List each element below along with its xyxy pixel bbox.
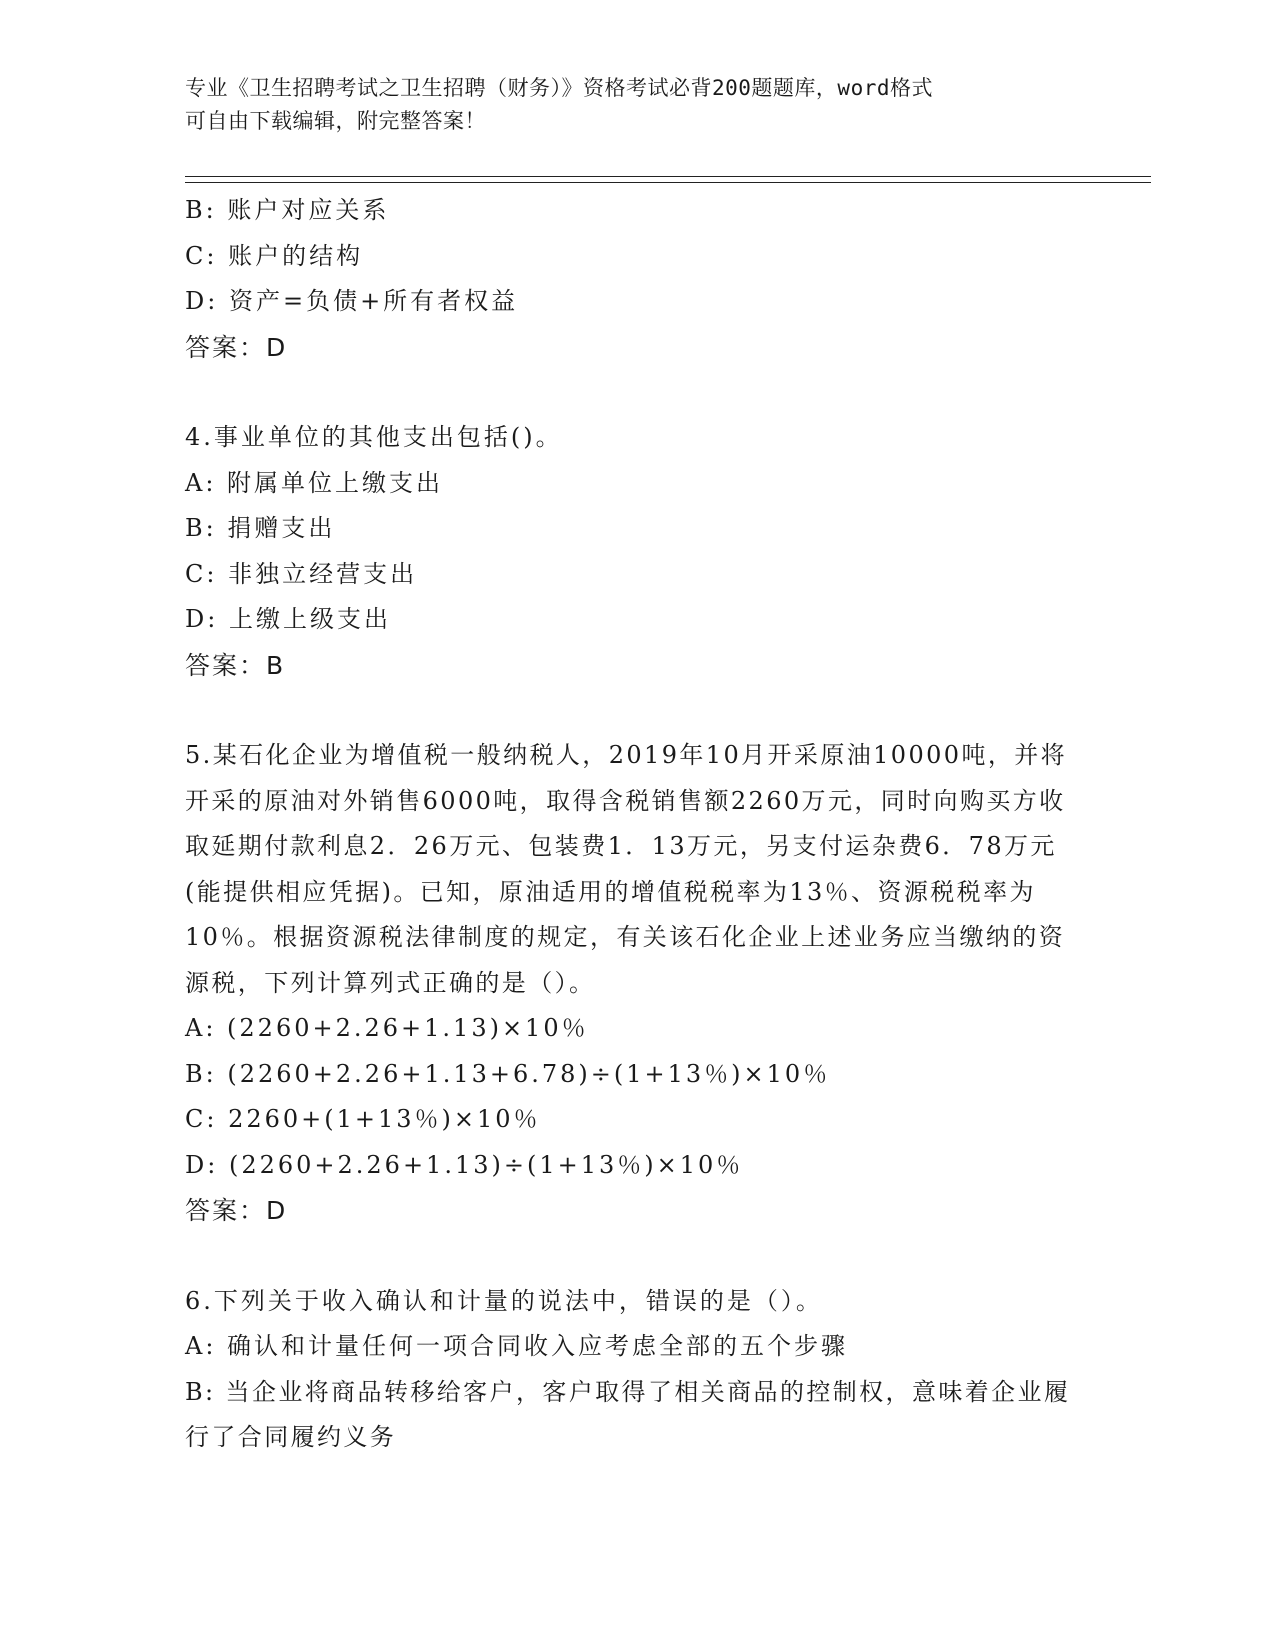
q4-answer: 答案：B <box>185 650 286 680</box>
q6-option-b: B: 当企业将商品转移给客户，客户取得了相关商品的控制权，意味着企业履行了合同履约义务 <box>185 1377 1071 1451</box>
q5-option-d: D: (2260+2.26+1.13)÷(1+13％)×10％ <box>185 1150 744 1179</box>
header-rule-bottom <box>185 182 1151 183</box>
document-body <box>185 188 1085 1461</box>
header-line-2: 可自由下载编辑，附完整答案！ <box>185 109 486 133</box>
spacer <box>185 1234 1085 1279</box>
q4-option-d: D: 上缴上级支出 <box>185 605 391 633</box>
header-line-1: 专业《卫生招聘考试之卫生招聘（财务）》资格考试必背200题题库，word格式 <box>185 76 933 100</box>
q5-option-b: B: (2260+2.26+1.13+6.78)÷(1+13％)×10％ <box>185 1059 831 1088</box>
q4-option-b: B: 捐赠支出 <box>185 514 336 542</box>
q4-option-a: A: 附属单位上缴支出 <box>185 468 444 497</box>
q4-option-c: C: 非独立经营支出 <box>185 559 418 588</box>
question-6 <box>185 1279 1085 1461</box>
page-header <box>185 72 1085 138</box>
q3-option-d: D: 资产=负债+所有者权益 <box>185 287 519 315</box>
q5-stem: 5.某石化企业为增值税一般纳税人，2019年10月开采原油10000吨，并将开采的原油对外销售6000吨，取得含税销售额2260万元，同时向购买方收取延期付款利息2．26万元、包装费1．13万元，另支付运杂费6．78万元(能提供相应凭据)。已知，原油适用的增值税税率为13％、资源税税率为10％。根据资源税法律制度的规定，有关该石化企业上述业务应当缴纳的资源税，下列计算列式正确的是（）。 <box>185 741 1068 997</box>
spacer <box>185 370 1085 415</box>
question-5 <box>185 733 1085 1234</box>
question-3 <box>185 188 1085 370</box>
header-rule-top <box>185 176 1151 177</box>
q4-stem: 4.事业单位的其他支出包括()。 <box>185 423 563 451</box>
q6-stem: 6.下列关于收入确认和计量的说法中，错误的是（）。 <box>185 1286 823 1315</box>
q3-option-b: B: 账户对应关系 <box>185 196 390 224</box>
q3-option-c: C: 账户的结构 <box>185 241 364 270</box>
q5-option-a: A: (2260+2.26+1.13)×10％ <box>185 1014 589 1042</box>
q3-answer: 答案：D <box>185 332 288 362</box>
question-4 <box>185 415 1085 688</box>
spacer <box>185 688 1085 733</box>
q5-option-c: C: 2260+(1+13％)×10％ <box>185 1105 541 1133</box>
q5-answer: 答案：D <box>185 1196 288 1225</box>
q6-option-a: A: 确认和计量任何一项合同收入应考虑全部的五个步骤 <box>185 1332 849 1360</box>
